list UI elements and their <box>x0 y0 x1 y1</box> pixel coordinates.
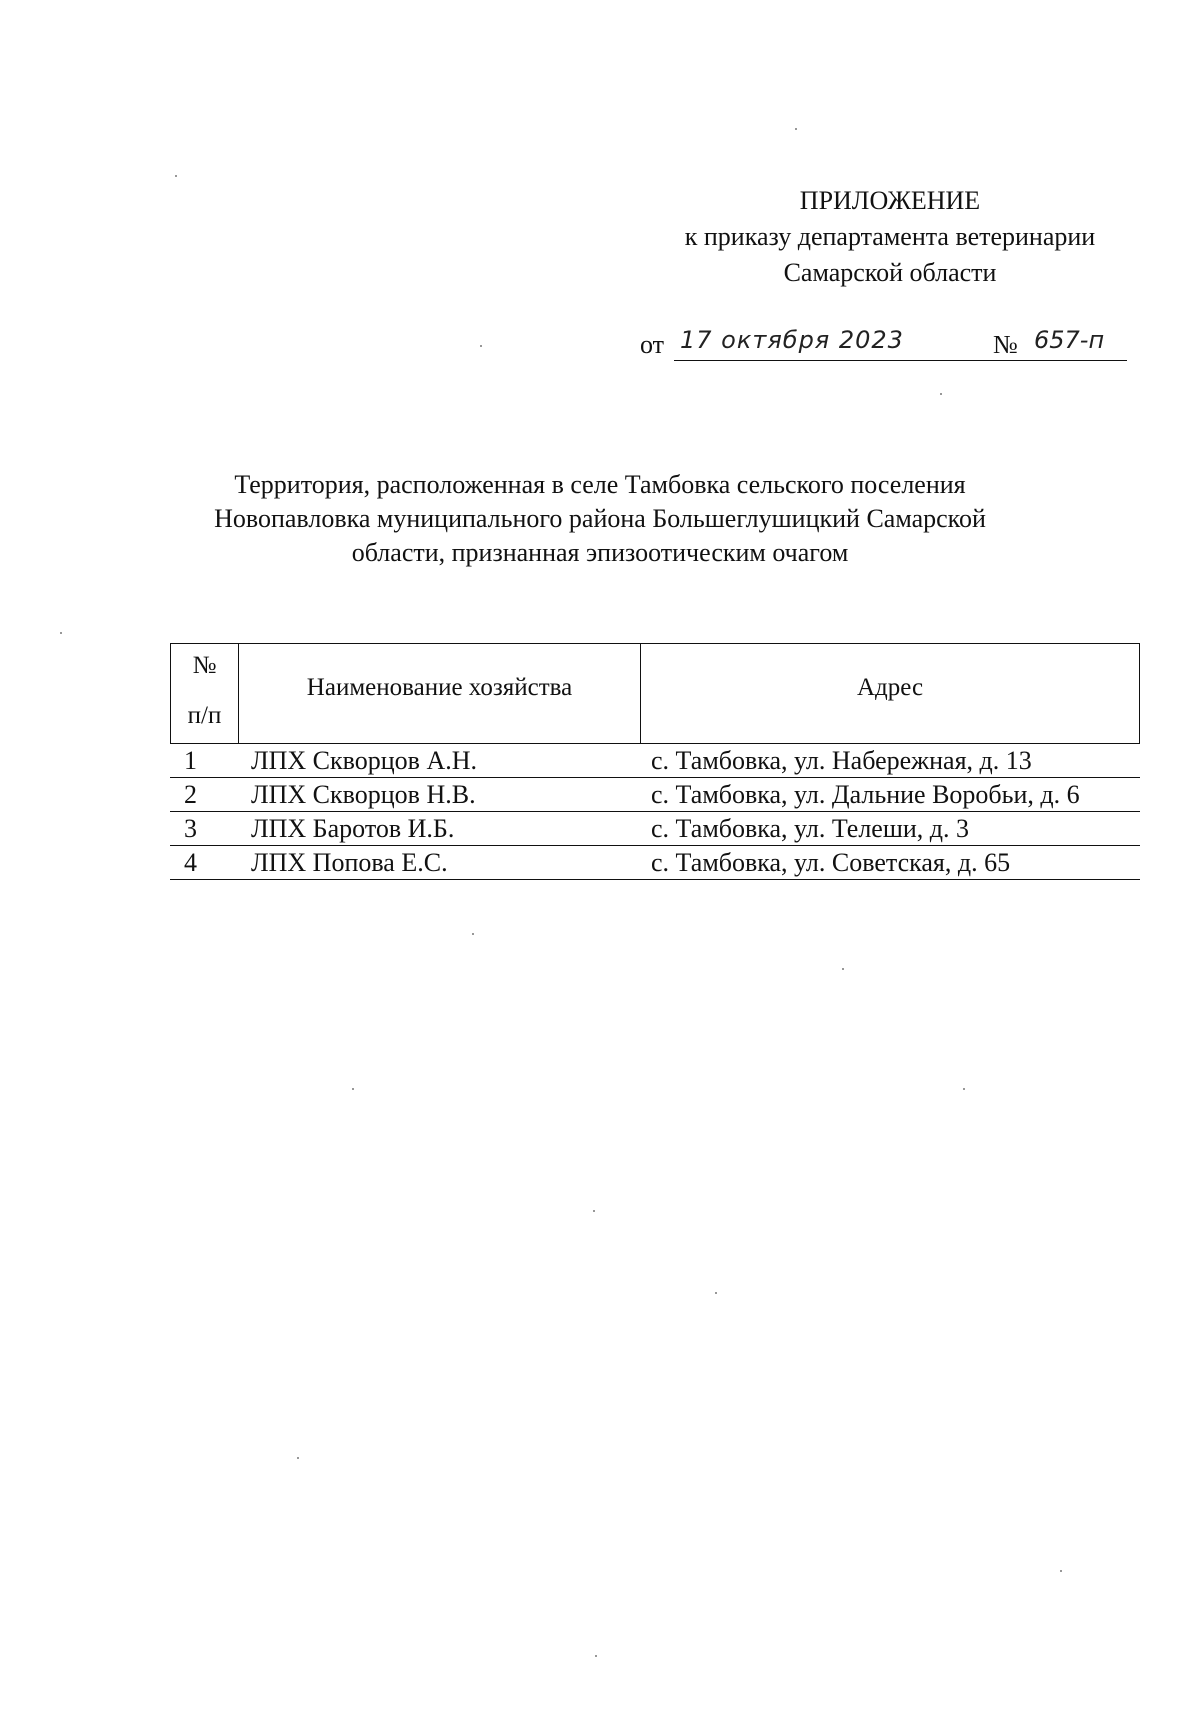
scan-speck <box>595 1655 597 1657</box>
row-number: 3 <box>184 814 197 843</box>
number-field <box>1024 326 1127 361</box>
row-address: с. Тамбовка, ул. Набережная, д. 13 <box>651 746 1032 775</box>
scan-speck <box>715 1292 717 1294</box>
row-farm-name: ЛПХ Баротов И.Б. <box>251 814 455 843</box>
date-prefix: от <box>640 330 665 359</box>
scan-speck <box>472 933 474 935</box>
handwritten-date: 17 октября 2023 <box>680 326 904 354</box>
table-row <box>170 812 1140 846</box>
scan-speck <box>940 393 942 395</box>
scan-speck <box>795 128 797 130</box>
scan-speck <box>297 1457 299 1459</box>
date-field <box>674 326 1026 361</box>
appendix-title: ПРИЛОЖЕНИЕ <box>799 186 981 215</box>
scan-speck <box>593 1210 595 1212</box>
row-address: с. Тамбовка, ул. Телеши, д. 3 <box>651 814 969 843</box>
number-prefix: № <box>993 330 1018 359</box>
scan-speck <box>352 1088 354 1090</box>
table-header <box>170 643 1140 744</box>
header-address: Адрес <box>856 674 924 701</box>
table-row <box>170 744 1140 778</box>
title-line: области, признанная эпизоотическим очагом <box>351 538 849 567</box>
header-number <box>171 644 239 743</box>
row-address: с. Тамбовка, ул. Дальние Воробьи, д. 6 <box>651 780 1080 809</box>
scan-speck <box>480 345 482 347</box>
header-name: Наименование хозяйства <box>239 644 641 743</box>
row-number: 1 <box>184 746 197 775</box>
row-farm-name: ЛПХ Попова Е.С. <box>251 848 448 877</box>
row-address: с. Тамбовка, ул. Советская, д. 65 <box>651 848 1011 877</box>
table-row <box>170 846 1140 880</box>
header-number-sign: № <box>192 652 217 679</box>
row-farm-name: ЛПХ Скворцов А.Н. <box>251 746 478 775</box>
row-number: 4 <box>184 848 197 877</box>
appendix-header <box>640 183 1140 291</box>
scan-speck <box>842 968 844 970</box>
document-title <box>150 468 1050 570</box>
appendix-order-reference: к приказу департамента ветеринарии <box>684 222 1096 251</box>
order-date-number-line <box>640 326 1140 366</box>
scan-speck <box>963 1088 965 1090</box>
farms-table <box>170 643 1140 880</box>
row-farm-name: ЛПХ Скворцов Н.В. <box>251 780 476 809</box>
appendix-region: Самарской области <box>783 258 997 287</box>
title-line: Территория, расположенная в селе Тамбовка сельского поселения <box>234 470 966 499</box>
table-row <box>170 778 1140 812</box>
row-number: 2 <box>184 780 197 809</box>
scan-speck <box>60 632 62 634</box>
title-line: Новопавловка муниципального района Большеглушицкий Самарской <box>214 504 986 533</box>
scan-speck <box>1060 1570 1062 1572</box>
header-number-pp: п/п <box>187 702 222 729</box>
handwritten-number: 657-п <box>1034 326 1105 354</box>
scan-speck <box>175 175 177 177</box>
